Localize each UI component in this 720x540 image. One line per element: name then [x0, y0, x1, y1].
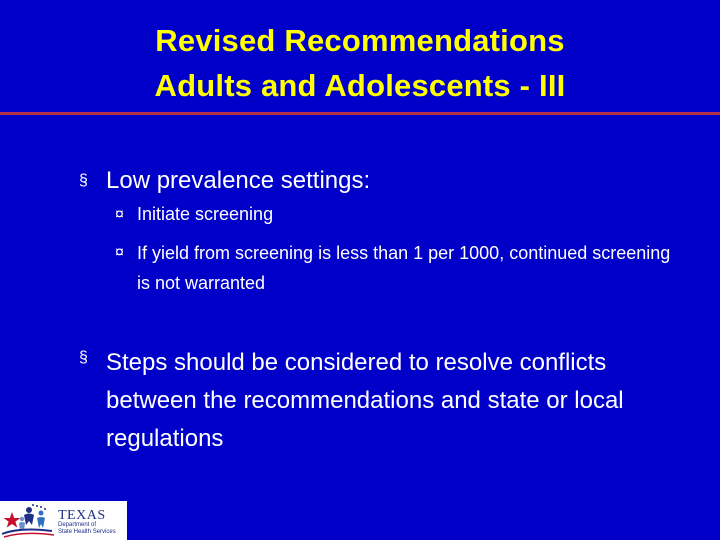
- title-line-2: Adults and Adolescents - III: [154, 68, 566, 103]
- bullet-marker: §: [79, 349, 88, 366]
- logo-subtitle-line-1: Department of: [58, 522, 97, 528]
- title-divider: [0, 112, 720, 115]
- logo-subtitle-line-2: State Health Services: [58, 529, 116, 535]
- bullet-text: Low prevalence settings:: [106, 167, 371, 194]
- title-line-1: Revised Recommendations: [155, 23, 565, 58]
- subbullet-marker: ¤: [115, 244, 124, 261]
- logo-name: TEXAS: [58, 508, 106, 523]
- bullet-marker: §: [79, 172, 88, 189]
- bullet-text: Steps should be considered to resolve conflicts between the recommendations and state or local regulations: [106, 349, 624, 452]
- subbullet-text: If yield from screening is less than 1 per 1000, continued screening is not warranted: [137, 243, 671, 293]
- slide-title: [0, 18, 720, 108]
- texas-dshs-logo: [0, 501, 127, 540]
- subbullet-text: Initiate screening: [137, 204, 274, 224]
- subbullet-marker: ¤: [115, 206, 124, 223]
- texas-dshs-logo-icon: [0, 501, 58, 540]
- logo-subtitle: [58, 522, 126, 536]
